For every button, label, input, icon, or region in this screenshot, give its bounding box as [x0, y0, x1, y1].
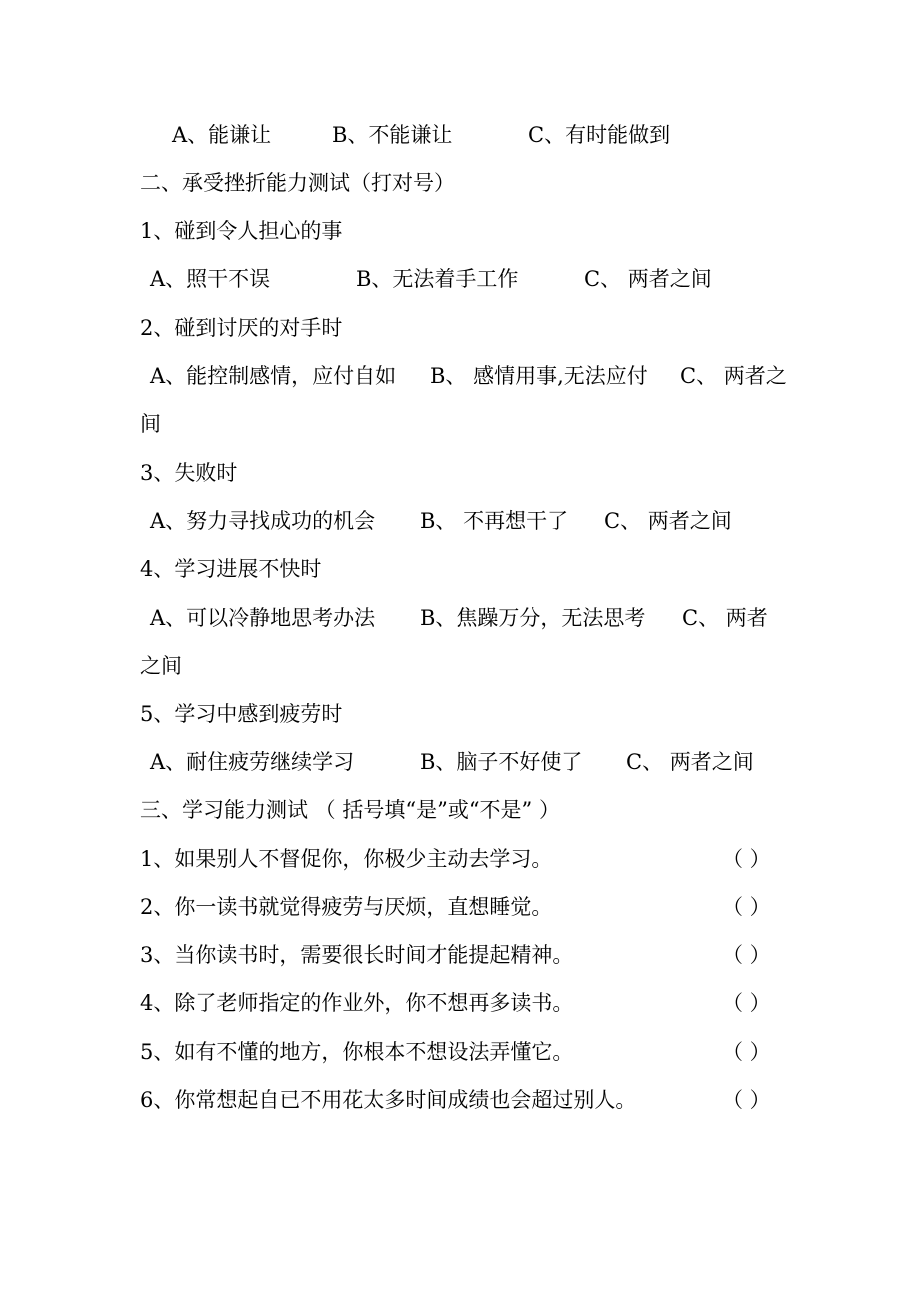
answer-blank[interactable]: （ ）	[722, 1088, 771, 1112]
option-b: B、 感情用事,无法应付	[430, 364, 648, 388]
question-text: 3、失败时	[140, 461, 238, 485]
option-b: B、不能谦让	[332, 123, 453, 147]
option-a: A、照干不误	[150, 267, 271, 291]
option-c: C、 两者之间	[584, 267, 712, 291]
option-a: A、努力寻找成功的机会	[150, 509, 376, 533]
statement-text: 5、如有不懂的地方，你根本不想设法弄懂它。	[140, 1040, 574, 1064]
option-b: B、焦躁万分，无法思考	[420, 606, 646, 630]
option-c: C、 两者之	[680, 364, 787, 388]
statement-text: 2、你一读书就觉得疲劳与厌烦，直想睡觉。	[140, 895, 553, 919]
option-c-continuation: 间	[140, 412, 161, 436]
question-text: 5、学习中感到疲劳时	[140, 702, 343, 726]
option-c-continuation: 之间	[140, 654, 182, 678]
answer-blank[interactable]: （ ）	[722, 991, 771, 1015]
section-2-title: 二、承受挫折能力测试（打对号）	[140, 171, 455, 195]
option-a: A、耐住疲劳继续学习	[150, 750, 355, 774]
option-a: A、能谦让	[172, 123, 272, 147]
statement-text: 3、当你读书时，需要很长时间才能提起精神。	[140, 943, 574, 967]
option-a: A、可以冷静地思考办法	[150, 606, 376, 630]
option-b: B、 不再想干了	[420, 509, 569, 533]
question-text: 4、学习进展不快时	[140, 557, 322, 581]
option-a: A、能控制感情，应付自如	[150, 364, 397, 388]
statement-text: 1、如果别人不督促你，你极少主动去学习。	[140, 847, 553, 871]
option-c: C、 两者	[682, 606, 768, 630]
answer-blank[interactable]: （ ）	[722, 1040, 771, 1064]
statement-text: 6、你常想起自已不用花太多时间成绩也会超过别人。	[140, 1088, 637, 1112]
section-3-title: 三、学习能力测试 （ 括号填“是”或“不是” ）	[140, 798, 560, 822]
question-text: 2、碰到讨厌的对手时	[140, 316, 343, 340]
option-c: C、 两者之间	[626, 750, 754, 774]
option-c: C、 两者之间	[604, 509, 732, 533]
statement-text: 4、除了老师指定的作业外，你不想再多读书。	[140, 991, 574, 1015]
option-c: C、有时能做到	[528, 123, 671, 147]
answer-blank[interactable]: （ ）	[722, 943, 771, 967]
answer-blank[interactable]: （ ）	[722, 847, 771, 871]
option-b: B、无法着手工作	[356, 267, 519, 291]
answer-blank[interactable]: （ ）	[722, 895, 771, 919]
question-text: 1、碰到令人担心的事	[140, 219, 343, 243]
option-b: B、脑子不好使了	[420, 750, 583, 774]
